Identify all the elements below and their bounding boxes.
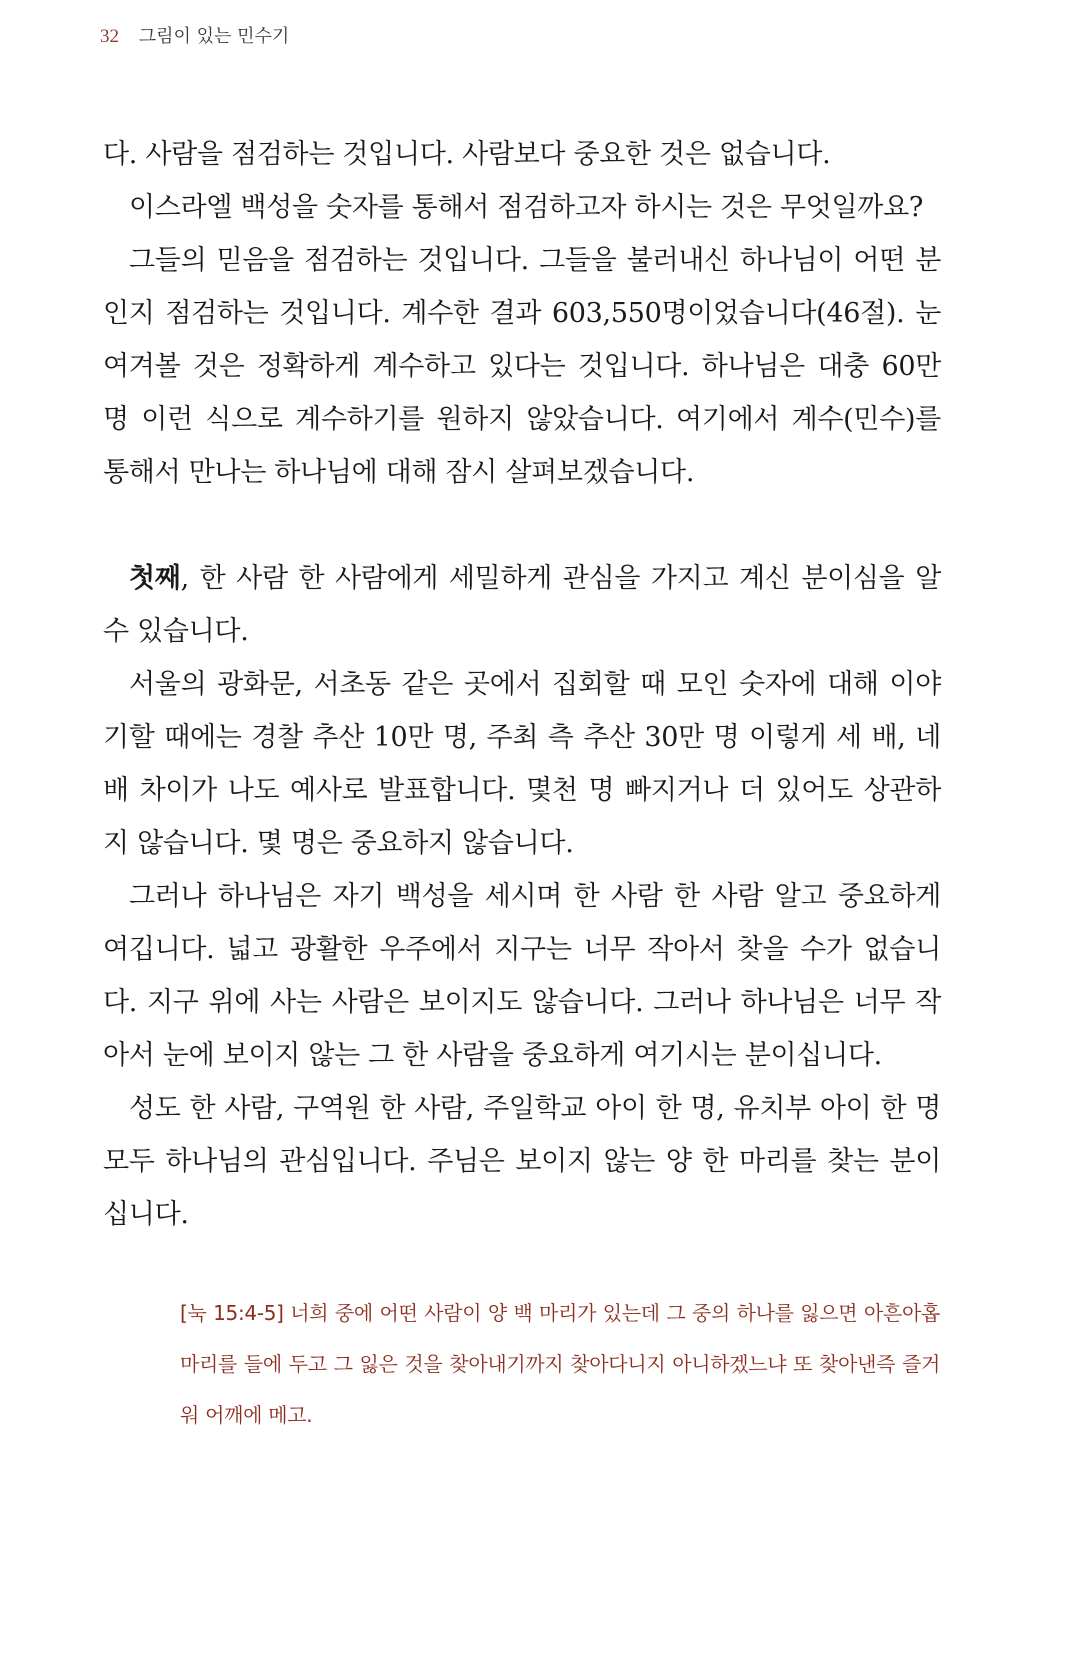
- paragraph-crowd-counting: 서울의 광화문, 서초동 같은 곳에서 집회할 때 모인 숫자에 대해 이야기할 때에는 경찰 추산 10만 명, 주최 측 추산 30만 명 이렇게 세 배, 네 배 차이가 나도 예사로 발표합니다. 몇천 명 빠지거나 더 있어도 상관하지 않습니다. 몇 명은 중요하지 않습니다.: [103, 669, 941, 859]
- running-header: [100, 22, 289, 48]
- paragraph-everyone-matters: 성도 한 사람, 구역원 한 사람, 주일학교 아이 한 명, 유치부 아이 한 명 모두 하나님의 관심입니다. 주님은 보이지 않는 양 한 마리를 찾는 분이십니다.: [103, 1093, 941, 1230]
- first-point-text: , 한 사람 한 사람에게 세밀하게 관심을 가지고 계신 분이심을 알 수 있습니다.: [103, 563, 941, 647]
- paragraph-faith-check: 그들의 믿음을 점검하는 것입니다. 그들을 불러내신 하나님이 어떤 분인지 점검하는 것입니다. 계수한 결과 603,550명이었습니다(46절). 눈여겨볼 것은 정확하게 계수하고 있다는 것입니다. 하나님은 대충 60만 명 이런 식으로 계수하기를 원하지 않았습니다. 여기에서 계수(민수)를 통해서 만나는 하나님에 대해 잠시 살펴보겠습니다.: [103, 245, 941, 488]
- scripture-quote: [눅 15:4-5] 너희 중에 어떤 사람이 양 백 마리가 있는데 그 중의 하나를 잃으면 아흔아홉 마리를 들에 두고 그 잃은 것을 찾아내기까지 찾아다니지 아니하겠느냐 또 찾아낸즉 즐거워 어깨에 메고.: [180, 1301, 940, 1427]
- book-title: 그림이 있는 민수기: [138, 26, 290, 47]
- body-text: [103, 128, 941, 1241]
- paragraph-first-point: [103, 552, 941, 658]
- page-number: 32: [100, 26, 119, 47]
- paragraph-god-values-each: 그러나 하나님은 자기 백성을 세시며 한 사람 한 사람 알고 중요하게 여깁니다. 넓고 광활한 우주에서 지구는 너무 작아서 찾을 수가 없습니다. 지구 위에 사는 사람은 보이지도 않습니다. 그러나 하나님은 너무 작아서 눈에 보이지 않는 그 한 사람을 중요하게 여기시는 분이십니다.: [103, 881, 941, 1071]
- paragraph-continuation: 다. 사람을 점검하는 것입니다. 사람보다 중요한 것은 없습니다.: [103, 139, 831, 170]
- section-gap: [103, 499, 941, 552]
- paragraph-question: 이스라엘 백성을 숫자를 통해서 점검하고자 하시는 것은 무엇일까요?: [129, 192, 924, 223]
- first-point-heading: 첫째: [129, 563, 181, 594]
